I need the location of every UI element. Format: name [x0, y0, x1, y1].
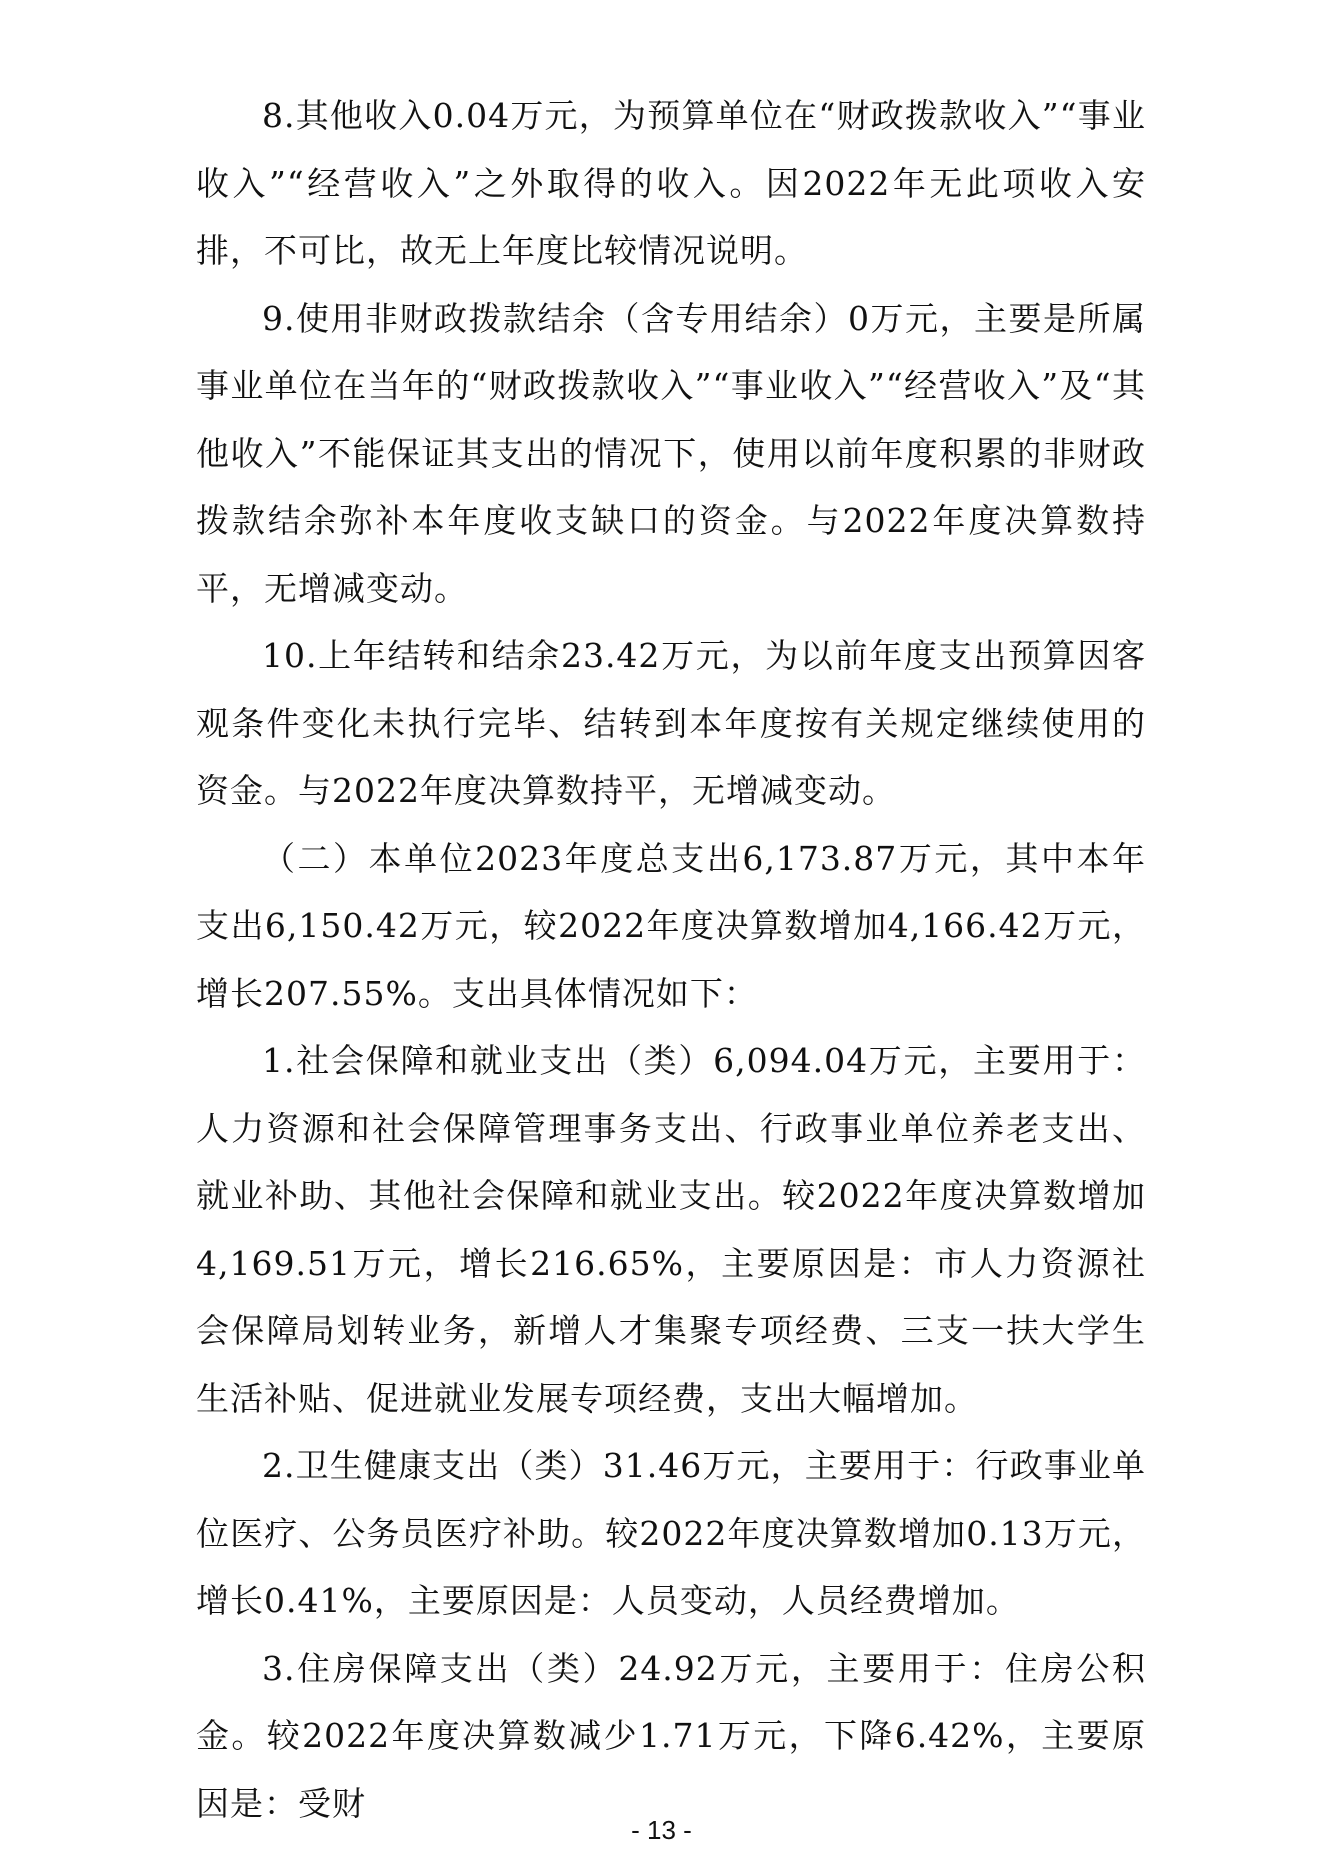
body-text: [196, 82, 1146, 1837]
paragraph-health-expenditure: 2.卫生健康支出（类）31.46万元，主要用于：行政事业单位医疗、公务员医疗补助。较2022年度决算数增加0.13万元，增长0.41%，主要原因是：人员变动，人员经费增加。: [196, 1446, 1146, 1620]
paragraph-other-income: 8.其他收入0.04万元，为预算单位在“财政拨款收入”“事业收入”“经营收入”之外取得的收入。因2022年无此项收入安排，不可比，故无上年度比较情况说明。: [196, 96, 1146, 270]
paragraph-prior-year-carryover: 10.上年结转和结余23.42万元，为以前年度支出预算因客观条件变化未执行完毕、结转到本年度按有关规定继续使用的资金。与2022年度决算数持平，无增减变动。: [196, 636, 1146, 810]
page-number: - 13 -: [631, 1815, 692, 1845]
paragraph-housing-expenditure: 3.住房保障支出（类）24.92万元，主要用于：住房公积金。较2022年度决算数减少1.71万元，下降6.42%，主要原因是：受财: [196, 1648, 1146, 1823]
paragraph-social-security-expenditure: 1.社会保障和就业支出（类）6,094.04万元，主要用于：人力资源和社会保障管理事务支出、行政事业单位养老支出、就业补助、其他社会保障和就业支出。较2022年度决算数增加4,169.51万元，增长216.65%，主要原因是：市人力资源社会保障局划转业务，新增人才集聚专项经费、三支一扶大学生生活补贴、促进就业发展专项经费，支出大幅增加。: [196, 1041, 1146, 1418]
paragraph-non-fiscal-balance: 9.使用非财政拨款结余（含专用结余）0万元，主要是所属事业单位在当年的“财政拨款收入”“事业收入”“经营收入”及“其他收入”不能保证其支出的情况下，使用以前年度积累的非财政拨款结余弥补本年度收支缺口的资金。与2022年度决算数持平，无增减变动。: [196, 298, 1146, 608]
paragraph-total-expenditure: （二）本单位2023年度总支出6,173.87万元，其中本年支出6,150.42万元，较2022年度决算数增加4,166.42万元，增长207.55%。支出具体情况如下：: [196, 838, 1146, 1013]
